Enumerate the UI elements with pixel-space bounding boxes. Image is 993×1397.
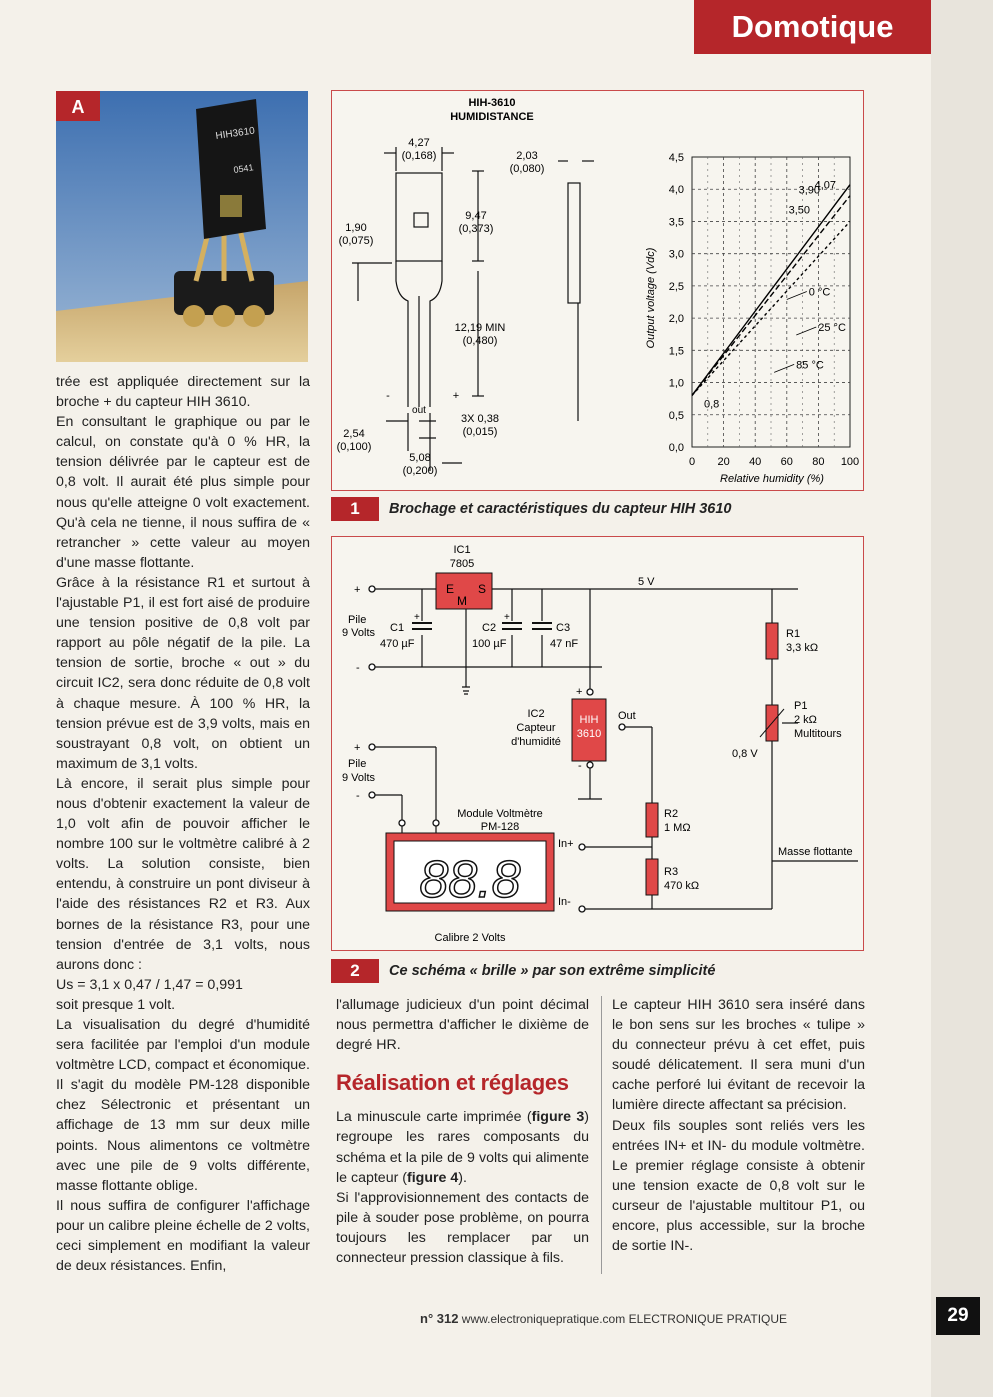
r2-label: R2 (664, 808, 679, 820)
figure-2-caption (331, 959, 715, 983)
dim-span: 5,08 (409, 452, 431, 464)
battery2-voltage: 9 Volts (342, 772, 376, 784)
y-tick-label: 2,0 (668, 313, 684, 326)
series-label-leader (787, 292, 807, 300)
x-tick-label: 0 (688, 456, 696, 468)
c3-value: 47 nF (550, 638, 579, 650)
ic2-desc1: Capteur (516, 722, 556, 734)
photo-chip-label: HIH3610 (214, 125, 256, 142)
humidity-voltage-chart (669, 152, 863, 468)
formula: Us = 3,1 x 0,47 / 1,47 = 0,991 (56, 976, 243, 993)
y-tick-label: 0,5 (668, 409, 684, 422)
figure-1 (331, 90, 864, 491)
fig1-subtitle: HUMIDISTANCE (450, 111, 534, 123)
right-column (612, 995, 865, 1256)
x-tick-label: 100 (840, 456, 860, 468)
p1-label: P1 (794, 700, 808, 712)
module-title: Module Voltmètre (457, 808, 543, 820)
photo-badge: A (71, 97, 85, 117)
paragraph: Là encore, il serait plus simple pour nous d'obtenir exactement la valeur de 1,0 volt afin de pouvoir afficher le nombre 100 sur le voltmètre calibré à 2 volts. La solution consiste, bien entendu, à construire un pont diviseur à l'aide des résistances R2 et R3. Aux bornes de la résistance R3, pour une tension d'entrée de 3,1 volts, nous aurons donc : (56, 775, 310, 973)
hih-plus: + (576, 686, 583, 698)
battery2-label: Pile (348, 758, 367, 770)
sensor-photo (56, 91, 308, 362)
ic1-pin-m: M (457, 594, 467, 608)
paragraph: Le capteur HIH 3610 sera inséré dans le bon sens sur les broches « tulipe » du connecteur prévu à cet effet, puis soudé délicatement. Il sera muni d'un cache perforé lui évitant de recevoir la lumière directe affectant sa précision. (612, 997, 865, 1114)
resistor-r2 (646, 803, 658, 837)
resistor-r1 (766, 623, 778, 659)
figure-ref: figure 4 (406, 1169, 459, 1186)
series-label-leader (774, 364, 794, 372)
dim-pitch-inch: (0,100) (336, 441, 372, 453)
c2-polarity: + (504, 612, 510, 623)
p1-value: 2 kΩ (794, 714, 817, 726)
battery1-minus: - (356, 662, 360, 674)
hih-out-label: Out (618, 710, 636, 722)
paragraph: En consultant le graphique ou par le calcul, on constate qu'à 0 % HR, la tension délivrée par le capteur est de 0,8 volt. Il aurait été plus simple pour nous qu'elle atteigne 0 volt exactement. Qu'à cela ne tienne, il nous suffira de « retrancher » cette valeur au moyen d'une masse flottante. (56, 414, 310, 571)
fig1-title: HIH-3610 (468, 97, 516, 109)
x-tick-label: 20 (717, 456, 730, 468)
battery2-plus: + (354, 742, 361, 754)
dim-width: 4,27 (408, 137, 430, 149)
ic1-pin-e: E (446, 582, 455, 596)
r1-value: 3,3 kΩ (786, 642, 819, 654)
left-column (56, 372, 310, 1276)
figure-1-caption (331, 497, 732, 521)
offset-label: 0,8 (704, 398, 720, 411)
end-value-label: 3,50 (788, 204, 810, 217)
chart-y-axis-label: Output voltage (Vdc) (645, 247, 657, 349)
dim-width-inch: (0,168) (401, 150, 437, 162)
c2-label: C2 (482, 622, 497, 634)
paragraph: Si l'approvisionnement des contacts de pile à souder pose problème, on pourra toujours les remplacer par un connecteur pression classique à fils. (336, 1189, 589, 1267)
middle-column (336, 995, 589, 1268)
x-tick-label: 60 (780, 456, 793, 468)
section-title: Domotique (731, 9, 894, 44)
text-run: La minuscule carte imprimée ( (336, 1109, 532, 1126)
dim-thickness: 2,03 (516, 150, 538, 162)
caption-number: 1 (331, 497, 379, 521)
magazine-name: ELECTRONIQUE PRATIQUE (628, 1312, 788, 1326)
figure-ref: figure 3 (531, 1109, 585, 1126)
x-tick-label: 80 (812, 456, 825, 468)
ic2-desc2: d'humidité (511, 736, 561, 748)
r3-value: 470 kΩ (664, 880, 700, 892)
battery1-voltage: 9 Volts (342, 627, 376, 639)
dim-lead-length: 12,19 MIN (454, 322, 506, 334)
dim-shoulder-inch: (0,075) (338, 235, 374, 247)
y-tick-label: 2,5 (668, 280, 684, 293)
website: www.electroniquepratique.com (461, 1312, 626, 1326)
y-tick-label: 3,0 (668, 248, 684, 261)
resistor-r3 (646, 859, 658, 895)
hih-minus: - (578, 760, 582, 772)
caption-number: 2 (331, 959, 379, 983)
paragraph: l'allumage judicieux d'un point décimal nous permettra d'afficher le dixième de degré HR. (336, 997, 589, 1054)
dim-shoulder: 1,90 (345, 222, 367, 234)
section-header (694, 0, 931, 54)
paragraph (336, 1107, 589, 1187)
c2-value: 100 µF (472, 638, 507, 650)
pin-minus-label: - (386, 390, 390, 402)
paragraph: Grâce à la résistance R1 et surtout à l'ajustable P1, il est fort aisé de produire une tension positive de 0,8 volt par rapport au pôle négatif de la pile. La tension de sortie, broche « out » du circuit IC2, sera donc réduite de 0,8 volt à chaque mesure. À 100 % HR, la tension prévue est de 3,9 volts, mais en soustrayant 0,8 volt, on obtient un maximum de 3,1 volts. (56, 574, 310, 772)
dim-lead-length-inch: (0,480) (462, 335, 498, 347)
ic2-label: IC2 (527, 708, 545, 720)
r1-label: R1 (786, 628, 801, 640)
c1-polarity: + (414, 612, 420, 623)
hih-label: HIH (579, 714, 599, 726)
issue-number: n° 312 (420, 1311, 459, 1326)
lcd-digits: 88.8 (419, 851, 521, 909)
figure-2-schematic (331, 536, 864, 951)
end-value-label: 3,90 (798, 184, 820, 197)
photo-chip-code: 0541 (232, 162, 255, 175)
input-plus: In+ (558, 838, 574, 850)
text-run: ). (458, 1169, 467, 1186)
page-edge (931, 0, 993, 1397)
paragraph: trée est appliquée directement sur la broche + du capteur HIH 3610. (56, 374, 310, 411)
y-tick-label: 1,5 (668, 345, 684, 358)
dim-lead-width-inch: (0,015) (462, 426, 498, 438)
y-tick-label: 4,5 (668, 152, 684, 164)
y-tick-label: 4,0 (668, 184, 684, 197)
dim-body-height-inch: (0,373) (458, 223, 494, 235)
dim-span-inch: (0,200) (402, 465, 438, 477)
x-tick-label: 40 (749, 456, 762, 468)
ic1-ref: 7805 (449, 558, 475, 570)
module-ref: PM-128 (480, 821, 520, 833)
voltage-0-8v: 0,8 V (732, 748, 758, 760)
c3-label: C3 (556, 622, 571, 634)
page-number: 29 (936, 1297, 980, 1335)
y-tick-label: 0,0 (668, 442, 684, 454)
dim-pitch: 2,54 (343, 428, 365, 440)
pin-out-label: out (412, 405, 426, 416)
input-minus: In- (558, 896, 571, 908)
series-label-leader (796, 327, 816, 335)
column-divider (601, 996, 602, 1274)
series-label: 0 °C (808, 286, 831, 299)
caption-text: Brochage et caractéristiques du capteur HIH 3610 (389, 501, 732, 517)
dim-lead-width: 3X 0,38 (461, 413, 499, 425)
floating-ground-label: Masse flottante (778, 846, 853, 858)
y-tick-label: 3,5 (668, 216, 684, 229)
r3-label: R3 (664, 866, 679, 878)
p1-type: Multitours (794, 728, 842, 740)
battery1-label: Pile (348, 614, 367, 626)
section-heading: Réalisation et réglages (336, 1070, 569, 1096)
y-tick-label: 1,0 (668, 377, 684, 390)
hih-ref: 3610 (576, 728, 602, 740)
end-value-label: 4,07 (814, 179, 836, 192)
paragraph: Il nous suffira de configurer l'affichage pour un calibre pleine échelle de 2 volts, ceci simplement en modifiant la valeur de deux résistances. Enfin, (56, 1197, 310, 1275)
range-label: Calibre 2 Volts (434, 932, 506, 944)
caption-text: Ce schéma « brille » par son extrême simplicité (389, 963, 716, 979)
rail-5v: 5 V (638, 576, 655, 588)
dim-thickness-inch: (0,080) (509, 163, 545, 175)
ic1-pin-s: S (478, 582, 487, 596)
series-label: 25 °C (818, 322, 846, 334)
c1-label: C1 (390, 622, 405, 634)
paragraph: soit presque 1 volt. (56, 996, 176, 1013)
dim-body-height: 9,47 (465, 210, 487, 222)
c1-value: 470 µF (380, 638, 415, 650)
paragraph: Deux fils souples sont reliés vers les entrées IN+ et IN- du module voltmètre. Le premier réglage consiste à obtenir une tension exacte de 0,8 volt sur le curseur de l'ajustable multitour P1, ou encore, plus accessible, sur la broche de sortie IN-. (612, 1117, 865, 1255)
paragraph: La visualisation du degré d'humidité sera facilitée par l'emploi d'un module voltmètre LCD, compact et économique. Il s'agit du modèle PM-128 disponible chez Sélectronic et présentant un affichage de 13 mm sur deux mille points. Nous alimentons ce voltmètre avec une pile de 9 volts différente, masse flottante oblige. (56, 1017, 310, 1194)
pin-plus-label: + (452, 390, 460, 402)
ic1-label: IC1 (453, 544, 471, 556)
chart-x-axis-label: Relative humidity (%) (720, 473, 824, 485)
text-run: ) regroupe les rares composants du schéma et la pile de 9 volts qui alimente le capteur ( (336, 1109, 589, 1186)
series-label: 85 °C (796, 359, 824, 372)
battery1-plus: + (354, 584, 361, 596)
r2-value: 1 MΩ (664, 822, 691, 834)
battery2-minus: - (356, 790, 360, 802)
footer (420, 1311, 787, 1326)
